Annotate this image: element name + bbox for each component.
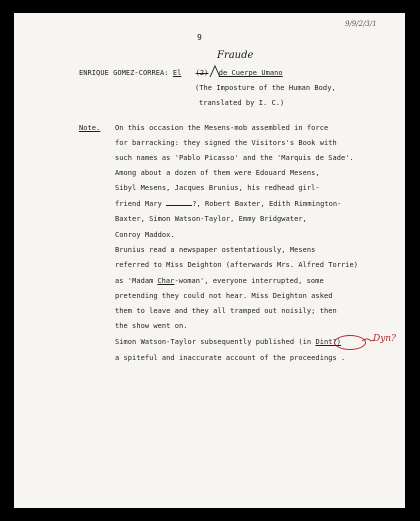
heading-author: ENRIQUE GOMEZ-CORREA: — [79, 69, 169, 77]
note-text-underlined: Dint?) — [315, 338, 342, 346]
archive-reference-mark: 9/9/2/3/1 — [345, 20, 377, 28]
note-line: Conroy Maddox. — [115, 231, 175, 239]
note-label: Note. — [79, 124, 101, 132]
note-text: -woman', everyone interrupted, some — [174, 277, 324, 285]
margin-query-note: Dyn? — [373, 334, 396, 344]
heading-struck-word: (2) — [195, 69, 209, 77]
heading-subtitle-1: (The Imposture of the Human Body, — [195, 84, 336, 92]
note-line: for barracking: they signed the Visitors's Book with — [115, 139, 337, 147]
note-line — [115, 277, 324, 285]
note-line: Sibyl Mesens, Jacques Brunius, his redhead girl- — [115, 184, 320, 192]
note-line: Among about a dozen of them were Edouard Mesens, — [115, 169, 320, 177]
note-line: such names as 'Pablo Picasso' and the 'Marquis de Sade'. — [115, 154, 354, 162]
heading-subtitle-2: translated by I. C.) — [199, 99, 285, 107]
note-line: referred to Miss Deighton (afterwards Mrs. Alfred Torrie) — [115, 261, 359, 269]
note-text: Simon Watson-Taylor subsequently published (in — [115, 338, 312, 346]
note-line: a spiteful and inaccurate account of the proceedings . — [115, 354, 346, 362]
note-text: ?, Robert Baxter, Edith Rimmington- — [192, 200, 342, 208]
handwritten-insertion: Fraude — [217, 50, 254, 61]
heading-title-el: El — [172, 69, 182, 77]
note-line: pretending they could not hear. Miss Deighton asked — [115, 292, 333, 300]
note-line — [115, 338, 341, 346]
note-line: Baxter, Simon Watson-Taylor, Emmy Bridgwater, — [115, 215, 307, 223]
heading-title-rest: de Cuerpe Umano — [218, 69, 283, 77]
note-line: On this occasion the Mesens-mob assembled in force — [115, 124, 329, 132]
heading-line — [79, 69, 283, 77]
insertion-caret-mark — [208, 62, 222, 78]
note-line — [115, 200, 341, 208]
note-text: friend Mary — [115, 200, 162, 208]
note-text: as 'Madam — [115, 277, 154, 285]
note-line: them to leave and they all tramped out noisily; then — [115, 307, 337, 315]
blank-underline — [166, 204, 192, 206]
note-text-underlined: Char — [157, 277, 175, 285]
note-line: Brunius read a newspaper ostentatiously, Mesens — [115, 246, 316, 254]
page-number: 9 — [197, 33, 202, 42]
note-line: the show went on. — [115, 322, 188, 330]
